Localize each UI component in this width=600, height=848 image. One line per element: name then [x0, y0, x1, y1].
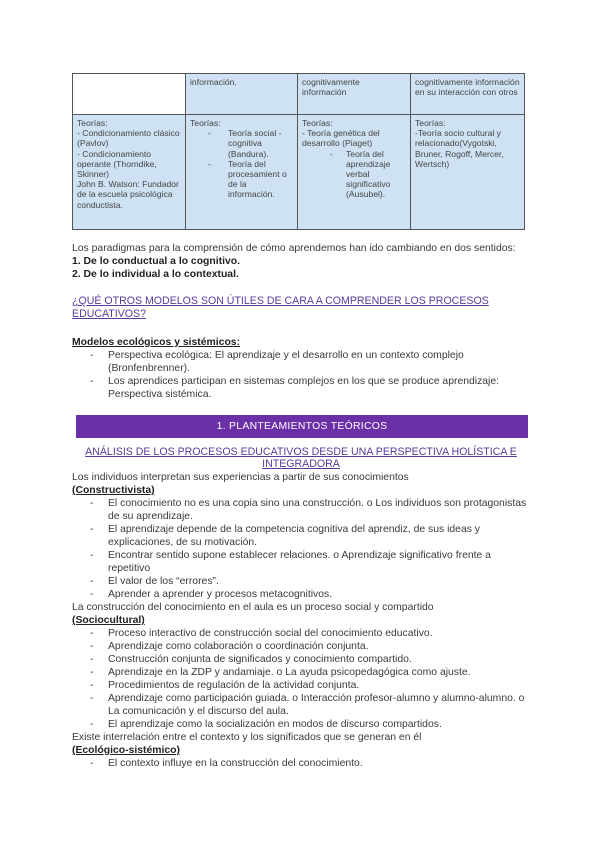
table-cell: cognitivamente información en su interacción con otros	[411, 74, 525, 115]
document-body	[72, 242, 530, 770]
list-item: - El contexto influye en la construcción del conocimiento.	[72, 757, 530, 770]
list-item: - Teoría del aprendizaje verbal significativo (Ausubel).	[302, 149, 406, 200]
cell-line: - Condicionamiento operante (Thorndike, Skinner)	[77, 148, 157, 180]
paradigms-intro: Los paradigmas para la comprensión de cómo aprendemos han ido cambiando en dos sentidos:	[72, 243, 516, 254]
constructivista-label: (Constructivista)	[72, 485, 155, 496]
table-cell-constructivista	[298, 115, 411, 230]
list-item: - Aprendizaje en la ZDP y andamiaje. o La ayuda psicopedagógica como ajuste.	[72, 666, 530, 679]
list-item: - El aprendizaje depende de la competencia cognitiva del aprendiz, de sus ideas y explicaciones, de su motivación.	[72, 523, 530, 549]
list-item: - Proceso interactivo de construcción social del conocimiento educativo.	[72, 627, 530, 640]
cell-title: Teorías:	[415, 118, 446, 128]
list-item: - Aprendizaje como participación guiada. o Interacción profesor-alumno y alumno-alumno. o La comunicación y el discurso del aula.	[72, 692, 530, 718]
list-item: - Teoría del procesamient o de la información.	[190, 159, 293, 200]
list-item: - El valor de los “errores”.	[72, 575, 530, 588]
cell-line: John B. Watson: Fundador de la escuela psicológica conductista.	[77, 179, 179, 210]
sociocultural-label: (Sociocultural)	[72, 615, 145, 626]
list-item: - Los aprendices participan en sistemas complejos en los que se produce aprendizaje: Perspectiva sistémica.	[72, 375, 530, 401]
table-cell-cognitivo	[186, 115, 298, 230]
paradigm-item: 1. De lo conductual a lo cognitivo.	[72, 256, 241, 267]
section-banner: 1. PLANTEAMIENTOS TEÓRICOS	[76, 415, 528, 438]
ecologico-intro: Existe interrelación entre el contexto y los significados que se generan en él	[72, 732, 422, 743]
table-cell-conductual	[73, 115, 186, 230]
paradigms-table	[72, 73, 525, 230]
list-item: - El aprendizaje como la socialización en modos de discurso compartidos.	[72, 718, 530, 731]
sociocultural-intro: La construcción del conocimiento en el aula es un proceso social y compartido	[72, 602, 434, 613]
table-cell	[73, 74, 186, 115]
list-item: - Procedimientos de regulación de la actividad conjunta.	[72, 679, 530, 692]
table-cell: cognitivamente información	[298, 74, 411, 115]
table-row	[73, 115, 525, 230]
cell-title: Teorías:	[302, 118, 333, 128]
table-row	[73, 74, 525, 115]
list-item: - Teoría social - cognitiva (Bandura).	[190, 128, 293, 159]
cell-line: -Teoría socio cultural y relacionado(Vygotski, Bruner, Rogoff, Mercer, Wertsch)	[415, 128, 504, 169]
list-item: - Construcción conjunta de significados y conocimiento compartido.	[72, 653, 530, 666]
cell-line: - Condicionamiento clásico (Pavlov)	[77, 128, 180, 149]
table-cell: información.	[186, 74, 298, 115]
cell-title: Teorías:	[77, 118, 108, 128]
list-item: - El conocimiento no es una copia sino una construcción. o Los individuos son protagonistas de su aprendizaje.	[72, 497, 530, 523]
models-heading: Modelos ecológicos y sistémicos:	[72, 336, 241, 348]
cell-title: Teorías:	[190, 118, 221, 128]
cell-line: - Teoría genética del desarrollo (Piaget)	[302, 128, 380, 149]
constructivista-intro: Los individuos interpretan sus experiencias a partir de sus conocimientos	[72, 472, 409, 483]
list-item: - Aprender a aprender y procesos metacognitivos.	[72, 588, 530, 601]
paradigm-item: 2. De lo individual a lo contextual.	[72, 269, 239, 280]
ecologico-label: (Ecológico-sistémico)	[72, 745, 180, 756]
table-cell-sociocultural	[411, 115, 525, 230]
question-heading-link[interactable]: ¿QUÉ OTROS MODELOS SON ÚTILES DE CARA A COMPRENDER LOS PROCESOS EDUCATIVOS?	[72, 295, 489, 321]
list-item: - Perspectiva ecológica: El aprendizaje y el desarrollo en un contexto complejo (Bronfenbrenner).	[72, 349, 530, 375]
analysis-heading-link[interactable]: ANÁLISIS DE LOS PROCESOS EDUCATIVOS DESDE UNA PERSPECTIVA HOLÍSTICA E INTEGRADORA	[85, 445, 517, 471]
list-item: - Encontrar sentido supone establecer relaciones. o Aprendizaje significativo frente a repetitivo	[72, 549, 530, 575]
list-item: - Aprendizaje como colaboración o coordinación conjunta.	[72, 640, 530, 653]
